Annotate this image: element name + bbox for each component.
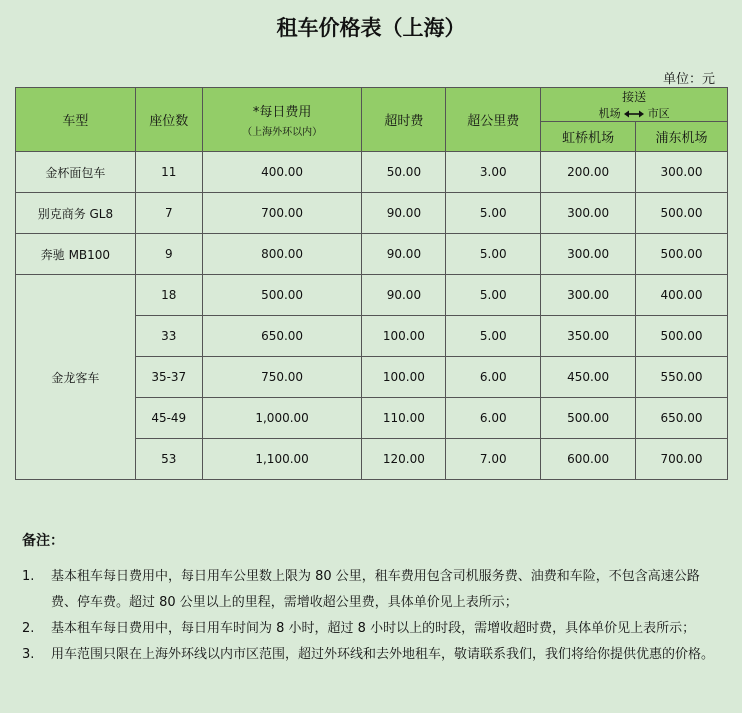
note-text: 基本租车每日费用中，每日用车时间为 8 小时，超过 8 小时以上的时段，需增收超时费，具体单价见上表所示；: [51, 621, 696, 636]
cell-pudong: 400.00: [636, 275, 728, 316]
cell-over-km: 7.00: [446, 439, 541, 480]
transfer-from: 机场: [598, 107, 621, 120]
cell-over-km: 5.00: [446, 275, 541, 316]
cell-daily: 700.00: [202, 193, 362, 234]
cell-overtime: 100.00: [362, 357, 446, 398]
cell-pudong: 550.00: [636, 357, 728, 398]
cell-daily: 1,000.00: [202, 398, 362, 439]
note-number: 1.: [22, 569, 35, 584]
cell-hongqiao: 300.00: [541, 234, 636, 275]
cell-daily: 400.00: [202, 152, 362, 193]
cell-overtime: 120.00: [362, 439, 446, 480]
notes-section: [22, 530, 724, 668]
header-seats: 座位数: [135, 88, 202, 152]
header-transfer-label: 接送: [622, 90, 647, 104]
header-daily-sub: （上海外环以内）: [242, 127, 323, 138]
header-daily: [202, 88, 362, 152]
cell-seats: 18: [135, 275, 202, 316]
cell-model: 奔驰 MB100: [16, 234, 136, 275]
cell-seats: 7: [135, 193, 202, 234]
cell-hongqiao: 300.00: [541, 275, 636, 316]
cell-overtime: 90.00: [362, 275, 446, 316]
cell-over-km: 5.00: [446, 316, 541, 357]
page-title: 租车价格表（上海）: [276, 16, 466, 40]
cell-daily: 650.00: [202, 316, 362, 357]
cell-seats: 35-37: [135, 357, 202, 398]
note-number: 2.: [22, 621, 35, 636]
note-text: 用车范围只限在上海外环线以内市区范围，超过外环线和去外地租车，敬请联系我们，我们将给你提供优惠的价格。: [51, 647, 715, 662]
header-pudong: 浦东机场: [636, 122, 728, 152]
header-overtime: 超时费: [362, 88, 446, 152]
cell-overtime: 110.00: [362, 398, 446, 439]
header-daily-label: *每日费用: [252, 105, 312, 120]
transfer-to: 市区: [647, 107, 670, 120]
cell-model: 金杯面包车: [16, 152, 136, 193]
table-row: [16, 152, 728, 193]
cell-seats: 45-49: [135, 398, 202, 439]
cell-over-km: 6.00: [446, 398, 541, 439]
cell-hongqiao: 600.00: [541, 439, 636, 480]
cell-seats: 11: [135, 152, 202, 193]
cell-hongqiao: 200.00: [541, 152, 636, 193]
table-row: [16, 193, 728, 234]
cell-model: 金龙客车: [16, 275, 136, 480]
table-row: [16, 275, 728, 316]
cell-seats: 33: [135, 316, 202, 357]
header-over-km: 超公里费: [446, 88, 541, 152]
cell-daily: 750.00: [202, 357, 362, 398]
cell-pudong: 700.00: [636, 439, 728, 480]
header-model: 车型: [16, 88, 136, 152]
cell-hongqiao: 350.00: [541, 316, 636, 357]
header-transfer-route: [541, 105, 727, 121]
cell-overtime: 50.00: [362, 152, 446, 193]
note-text: 基本租车每日费用中，每日用车公里数上限为 80 公里，租车费用包含司机服务费、油费和车险，不包含高速公路费、停车费。超过 80 公里以上的里程，需增收超公里费，具体单价见上表所示；: [51, 569, 700, 610]
cell-pudong: 500.00: [636, 193, 728, 234]
cell-over-km: 6.00: [446, 357, 541, 398]
cell-model: 别克商务 GL8: [16, 193, 136, 234]
unit-label: 单位：元: [662, 72, 715, 87]
price-table: [15, 87, 728, 480]
header-hongqiao: 虹桥机场: [541, 122, 636, 152]
cell-over-km: 5.00: [446, 193, 541, 234]
cell-hongqiao: 300.00: [541, 193, 636, 234]
cell-seats: 53: [135, 439, 202, 480]
cell-pudong: 500.00: [636, 234, 728, 275]
cell-hongqiao: 500.00: [541, 398, 636, 439]
cell-overtime: 90.00: [362, 234, 446, 275]
table-row: [16, 234, 728, 275]
double-arrow-icon: [624, 109, 644, 119]
cell-hongqiao: 450.00: [541, 357, 636, 398]
cell-seats: 9: [135, 234, 202, 275]
notes-heading: 备注：: [22, 533, 64, 549]
cell-pudong: 300.00: [636, 152, 728, 193]
note-item: [22, 616, 724, 642]
note-item: [22, 642, 724, 668]
cell-over-km: 5.00: [446, 234, 541, 275]
header-transfer: [541, 88, 728, 122]
cell-daily: 1,100.00: [202, 439, 362, 480]
cell-pudong: 500.00: [636, 316, 728, 357]
cell-over-km: 3.00: [446, 152, 541, 193]
cell-overtime: 100.00: [362, 316, 446, 357]
cell-overtime: 90.00: [362, 193, 446, 234]
cell-daily: 800.00: [202, 234, 362, 275]
cell-pudong: 650.00: [636, 398, 728, 439]
note-number: 3.: [22, 647, 35, 662]
cell-daily: 500.00: [202, 275, 362, 316]
note-item: [22, 564, 724, 616]
